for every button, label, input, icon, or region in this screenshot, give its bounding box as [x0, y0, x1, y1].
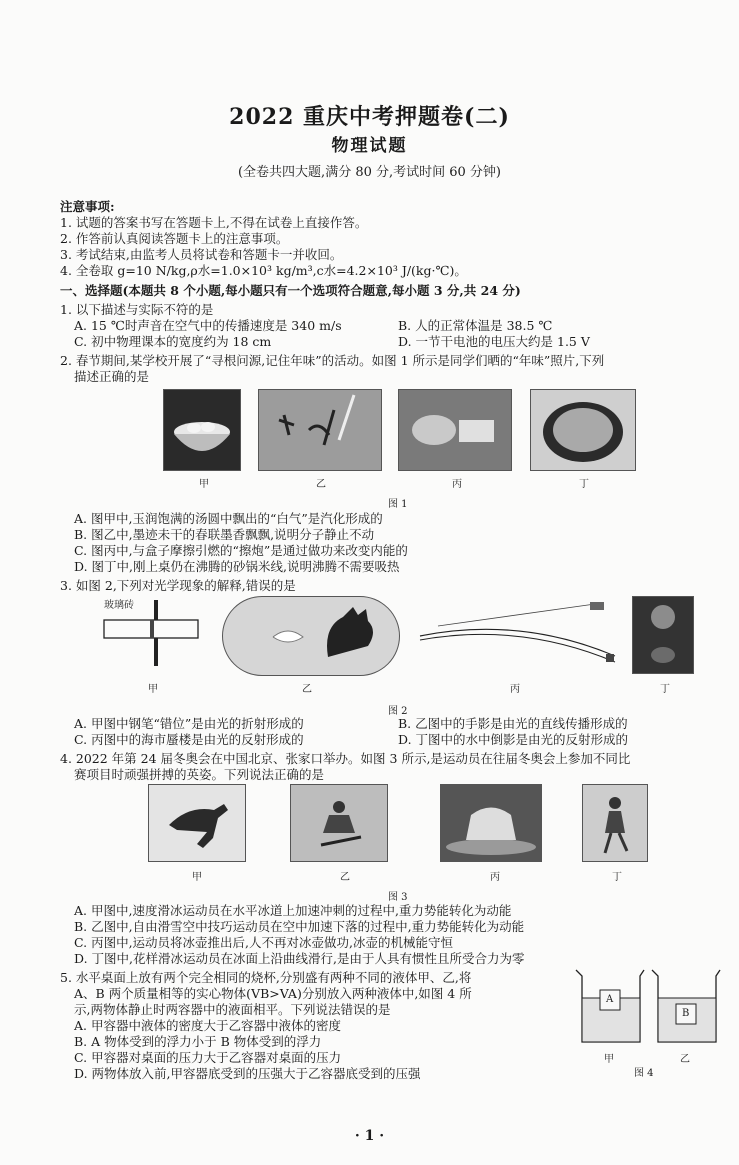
q1-option-d: D. 一节干电池的电压大约是 1.5 V [398, 334, 590, 349]
photo-curling [440, 784, 542, 862]
fig2-label-jia: 甲 [148, 684, 158, 695]
q1-stem: 1. 以下描述与实际不符的是 [60, 302, 214, 317]
fig1-label-jia: 甲 [199, 479, 209, 490]
glass-brick-label: 玻璃砖 [104, 600, 134, 611]
q1-option-c: C. 初中物理课本的宽度约为 18 cm [74, 334, 272, 349]
exam-subtitle: 物理试题 [331, 136, 408, 156]
q5-option-c: C. 甲容器对桌面的压力大于乙容器对桌面的压力 [74, 1050, 342, 1065]
q1-option-b: B. 人的正常体温是 38.5 ℃ [398, 318, 553, 333]
fig1-label-bing: 丙 [452, 479, 462, 490]
fig3-label-bing: 丙 [490, 872, 500, 883]
q3-option-a: A. 甲图中钢笔“错位”是由光的折射形成的 [74, 716, 304, 731]
photo-figure-skating [582, 784, 648, 862]
mirage-icon [410, 596, 622, 674]
q4-stem-cont: 赛项目时顽强拼搏的英姿。下列说法正确的是 [74, 767, 325, 782]
exam-title: 2022 重庆中考押题卷(二) [229, 104, 510, 130]
hand-shadow-icon [223, 597, 399, 675]
photo-freestyle-ski [290, 784, 388, 862]
page-number: · 1 · [354, 1128, 385, 1144]
fig2-label-ding: 丁 [660, 684, 670, 695]
q4-option-b: B. 乙图中,自由滑雪空中技巧运动员在空中加速下落的过程中,重力势能转化为动能 [74, 919, 525, 934]
skater-icon [149, 785, 245, 861]
instructions-heading: 注意事项: [60, 199, 115, 214]
section-heading: 一、选择题(本题共 8 个小题,每小题只有一个选项符合题意,每小题 3 分,共 24 分) [60, 283, 521, 298]
fig2-mirage [410, 596, 622, 674]
fig2-label-bing: 丙 [510, 684, 520, 695]
photo-calligraphy [258, 389, 382, 471]
pot-icon [531, 390, 635, 470]
beaker-yi [650, 968, 722, 1046]
q5-stem: 5. 水平桌面上放有两个完全相同的烧杯,分别盛有两种不同的液体甲、乙,将 [60, 970, 472, 985]
beaker-icon [650, 968, 722, 1046]
photo-speed-skating [148, 784, 246, 862]
q3-option-b: B. 乙图中的手影是由光的直线传播形成的 [398, 716, 628, 731]
fig2-label-yi: 乙 [302, 684, 312, 695]
instruction-item: 4. 全卷取 g=10 N/kg,ρ水=1.0×10³ kg/m³,c水=4.2×10³ J/(kg·℃)。 [60, 263, 467, 278]
q4-option-c: C. 丙图中,运动员将冰壶推出后,人不再对冰壶做功,冰壶的机械能守恒 [74, 935, 453, 950]
fig3-caption: 图 3 [388, 892, 408, 903]
fig3-label-jia: 甲 [192, 872, 202, 883]
fig4-label-jia: 甲 [604, 1054, 614, 1065]
exam-note: (全卷共四大题,满分 80 分,考试时间 60 分钟) [237, 165, 502, 180]
fig1-label-ding: 丁 [579, 479, 589, 490]
fig2-reflection [632, 596, 694, 674]
block-b-label: B [682, 1008, 690, 1019]
block-a-label: A [606, 994, 614, 1005]
figure-skater-icon [583, 785, 647, 861]
bowl-icon [164, 390, 240, 470]
q5-stem-cont1: A、B 两个质量相等的实心物体(VB>VA)分别放入两种液体中,如图 4 所 [74, 986, 472, 1001]
instruction-item: 2. 作答前认真阅读答题卡上的注意事项。 [60, 231, 289, 246]
instruction-item: 3. 考试结束,由监考人员将试卷和答题卡一并收回。 [60, 247, 343, 262]
curler-icon [441, 785, 541, 861]
q2-option-b: B. 图乙中,墨迹未干的春联墨香飘飘,说明分子静止不动 [74, 527, 375, 542]
fig1-caption: 图 1 [388, 499, 408, 510]
reflection-icon [633, 597, 693, 673]
fig4-label-yi: 乙 [680, 1054, 690, 1065]
q2-stem-cont: 描述正确的是 [74, 369, 150, 384]
q3-stem: 3. 如图 2,下列对光学现象的解释,错误的是 [60, 578, 296, 593]
fig2-glass-pen [98, 596, 202, 670]
photo-firecracker [398, 389, 512, 471]
photo-tangyuan [163, 389, 241, 471]
calligraphy-icon [259, 390, 381, 470]
fig2-hand-shadow [222, 596, 400, 676]
q4-option-a: A. 甲图中,速度滑冰运动员在水平冰道上加速冲刺的过程中,重力势能转化为动能 [74, 903, 512, 918]
q5-option-d: D. 两物体放入前,甲容器底受到的压强大于乙容器底受到的压强 [74, 1066, 421, 1081]
glass-pen-icon [98, 596, 202, 670]
q5-option-a: A. 甲容器中液体的密度大于乙容器中液体的密度 [74, 1018, 341, 1033]
photo-pot [530, 389, 636, 471]
q1-option-a: A. 15 ℃时声音在空气中的传播速度是 340 m/s [74, 318, 342, 333]
q3-option-d: D. 丁图中的水中倒影是由光的反射形成的 [398, 732, 629, 747]
fig4-caption: 图 4 [634, 1068, 654, 1079]
beaker-icon [574, 968, 646, 1046]
hands-icon [399, 390, 511, 470]
q2-option-d: D. 图丁中,刚上桌仍在沸腾的砂锅米线,说明沸腾不需要吸热 [74, 559, 400, 574]
skier-icon [291, 785, 387, 861]
q4-stem: 4. 2022 年第 24 届冬奥会在中国北京、张家口举办。如图 3 所示,是运动员在往届冬奥会上参加不同比 [60, 751, 631, 766]
q2-option-a: A. 图甲中,玉润饱满的汤圆中飘出的“白气”是汽化形成的 [74, 511, 383, 526]
instruction-item: 1. 试题的答案书写在答题卡上,不得在试卷上直接作答。 [60, 215, 368, 230]
q2-option-c: C. 图丙中,与盒子摩擦引燃的“擦炮”是通过做功来改变内能的 [74, 543, 408, 558]
q5-stem-cont2: 示,两物体静止时两容器中的液面相平。下列说法错误的是 [74, 1002, 391, 1017]
q2-stem: 2. 春节期间,某学校开展了“寻根问源,记住年味”的活动。如图 1 所示是同学们晒的“年味”照片,下列 [60, 353, 605, 368]
q4-option-d: D. 丁图中,花样滑冰运动员在冰面上沿曲线滑行,是由于人具有惯性且所受合力为零 [74, 951, 525, 966]
q5-option-b: B. A 物体受到的浮力小于 B 物体受到的浮力 [74, 1034, 322, 1049]
fig3-label-yi: 乙 [340, 872, 350, 883]
fig2-caption: 图 2 [388, 706, 408, 717]
fig1-label-yi: 乙 [316, 479, 326, 490]
fig3-label-ding: 丁 [612, 872, 622, 883]
beaker-jia [574, 968, 646, 1046]
q3-option-c: C. 丙图中的海市蜃楼是由光的反射形成的 [74, 732, 304, 747]
